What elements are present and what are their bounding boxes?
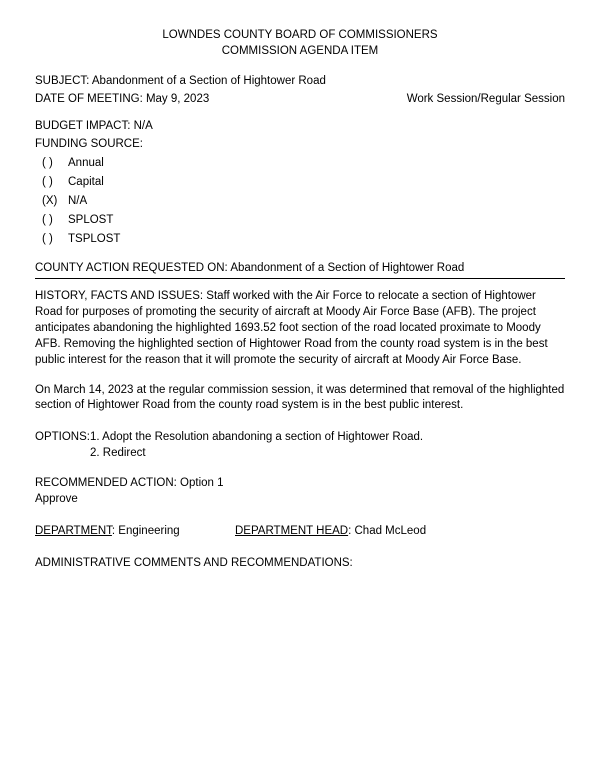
checkbox-capital: ( ) [42,176,53,189]
funding-option-label: Annual [68,157,104,170]
funding-source-label: FUNDING SOURCE: [35,138,143,151]
checkbox-annual: ( ) [42,157,53,170]
options-label: OPTIONS: [35,431,90,444]
administrative-comments: ADMINISTRATIVE COMMENTS AND RECOMMENDATIONS: [35,556,353,569]
county-action-requested: COUNTY ACTION REQUESTED ON: Abandonment of a Section of Hightower Road [35,261,565,279]
history-facts-issues: HISTORY, FACTS AND ISSUES: Staff worked with the Air Force to relocate a section of Hightower Road for purposes of promoting the security of aircraft at Moody Air Force Base (AFB). The project anticipates abandoning the highlighted 1693.52 foot section of the road located proximate to Moody AFB. Removing the highlighted section of Hightower Road from the county road system is in the best public interest for the reason that it will promote the security of aircraft at Moody Air Force Base. [35,290,548,366]
recommended-action: RECOMMENDED ACTION: Option 1 [35,477,224,490]
funding-option-annual [35,156,565,172]
date-of-meeting: DATE OF MEETING: May 9, 2023 [35,92,210,105]
funding-option-tsplost [35,232,565,248]
options-items [90,430,423,462]
funding-option-label: SPLOST [68,213,114,226]
recommended-action-section [35,476,565,508]
checkbox-splost: ( ) [42,213,53,226]
recommended-approve: Approve [35,492,78,505]
meeting-row [35,92,565,108]
funding-option-splost [35,213,565,229]
option-2: 2. Redirect [90,447,146,460]
department-label: DEPARTMENT [35,524,112,537]
funding-options-list [35,156,565,247]
options-section [35,430,565,462]
subject-line: SUBJECT: Abandonment of a Section of Hightower Road [35,74,326,87]
funding-option-na [35,194,565,210]
option-1: 1. Adopt the Resolution abandoning a section of Hightower Road. [90,431,424,444]
session-type: Work Session/Regular Session [406,92,565,105]
checkbox-na-checked: (X) [42,194,58,207]
department-head-field [235,524,426,540]
department-head-label: DEPARTMENT HEAD [235,524,349,537]
funding-option-label: N/A [68,194,88,207]
funding-option-label: TSPLOST [68,232,121,245]
budget-impact: BUDGET IMPACT: N/A [35,120,153,133]
history-paragraph-2: On March 14, 2023 at the regular commission session, it was determined that removal of the highlighted section of Hightower Road from the county road system is in the best public interest. [35,383,565,412]
funding-option-capital [35,175,565,191]
department-head-value: : Chad McLeod [348,524,427,537]
checkbox-tsplost: ( ) [42,232,53,245]
department-section [35,524,565,540]
board-title: LOWNDES COUNTY BOARD OF COMMISSIONERS [162,29,438,41]
department-field [35,524,235,540]
document-subtitle: COMMISSION AGENDA ITEM [221,44,379,57]
funding-option-label: Capital [68,176,104,189]
department-value: : Engineering [111,524,180,537]
document-header [35,28,565,60]
